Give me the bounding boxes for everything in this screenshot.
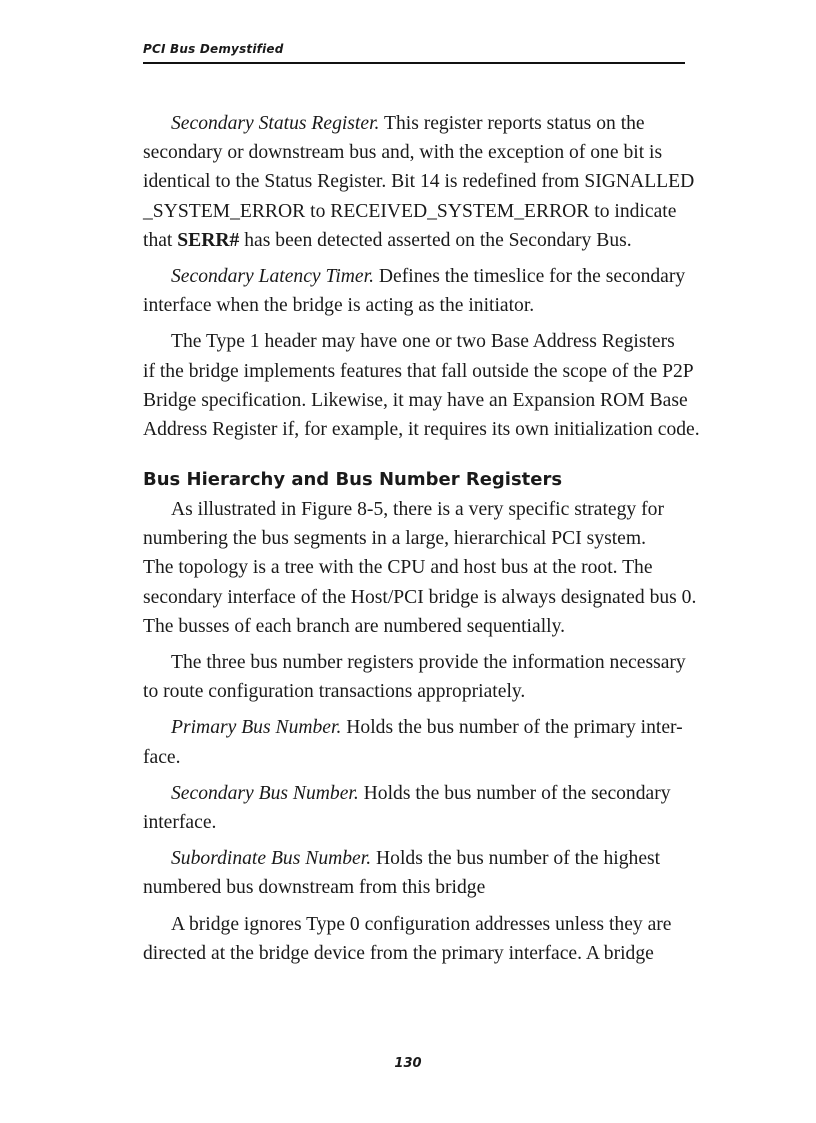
term-primary-bus-number: Primary Bus Number.	[171, 717, 342, 739]
paragraph-secondary-status-register: Secondary Status Register. This register reports status on the secondary or downstream bus and, with the exception of one bit is identical to the Status Register. Bit 14 is redefined from SIGNALLED _SYSTEM_ERROR to RECEIVED_SYSTEM_ERROR to indicate that SERR# has been detected asserted on the Secondary Bus.	[143, 113, 695, 251]
paragraph-secondary-latency-timer: Secondary Latency Timer. Defines the timeslice for the secondary interface when the bridge is acting as the initiator.	[143, 265, 686, 317]
term-secondary-bus-number: Secondary Bus Number.	[171, 782, 359, 804]
paragraph-subordinate-bus-number: Subordinate Bus Number. Holds the bus number of the highest numbered bus downstream from this bridge	[143, 848, 661, 899]
term-secondary-status-register: Secondary Status Register.	[171, 113, 380, 134]
term-secondary-latency-timer: Secondary Latency Timer.	[171, 265, 374, 287]
section-heading: Bus Hierarchy and Bus Number Registers	[143, 469, 563, 491]
page-number: 130	[394, 1056, 422, 1071]
paragraph-type0-addresses: A bridge ignores Type 0 configuration addresses unless they are directed at the bridge device from the primary interface. A bridge	[143, 913, 672, 964]
paragraph-bus-hierarchy: As illustrated in Figure 8-5, there is a very specific strategy for numbering the bus segments in a large, hierarchical PCI system. The topology is a tree with the CPU and host bus at the root. The secondary interface of the Host/PCI bridge is always designated bus 0. The busses of each branch are numbered sequentially.	[143, 499, 697, 637]
paragraph-primary-bus-number: Primary Bus Number. Holds the bus number of the primary inter- face.	[143, 717, 683, 768]
paragraph-bus-number-registers: The three bus number registers provide the information necessary to route configuration transactions appropriately.	[143, 652, 686, 703]
paragraph-secondary-bus-number: Secondary Bus Number. Holds the bus number of the secondary interface.	[143, 782, 671, 833]
running-header	[143, 40, 685, 64]
paragraph-type1-header: The Type 1 header may have one or two Base Address Registers if the bridge implements features that fall outside the scope of the P2P Bridge specification. Likewise, it may have an Expansion ROM Base Address Register if, for example, it requires its own initialization code.	[143, 331, 700, 440]
serr-signal: SERR#	[177, 229, 240, 251]
page-body	[143, 109, 700, 968]
term-subordinate-bus-number: Subordinate Bus Number.	[171, 848, 372, 870]
running-title: PCI Bus Demystified	[143, 42, 284, 56]
